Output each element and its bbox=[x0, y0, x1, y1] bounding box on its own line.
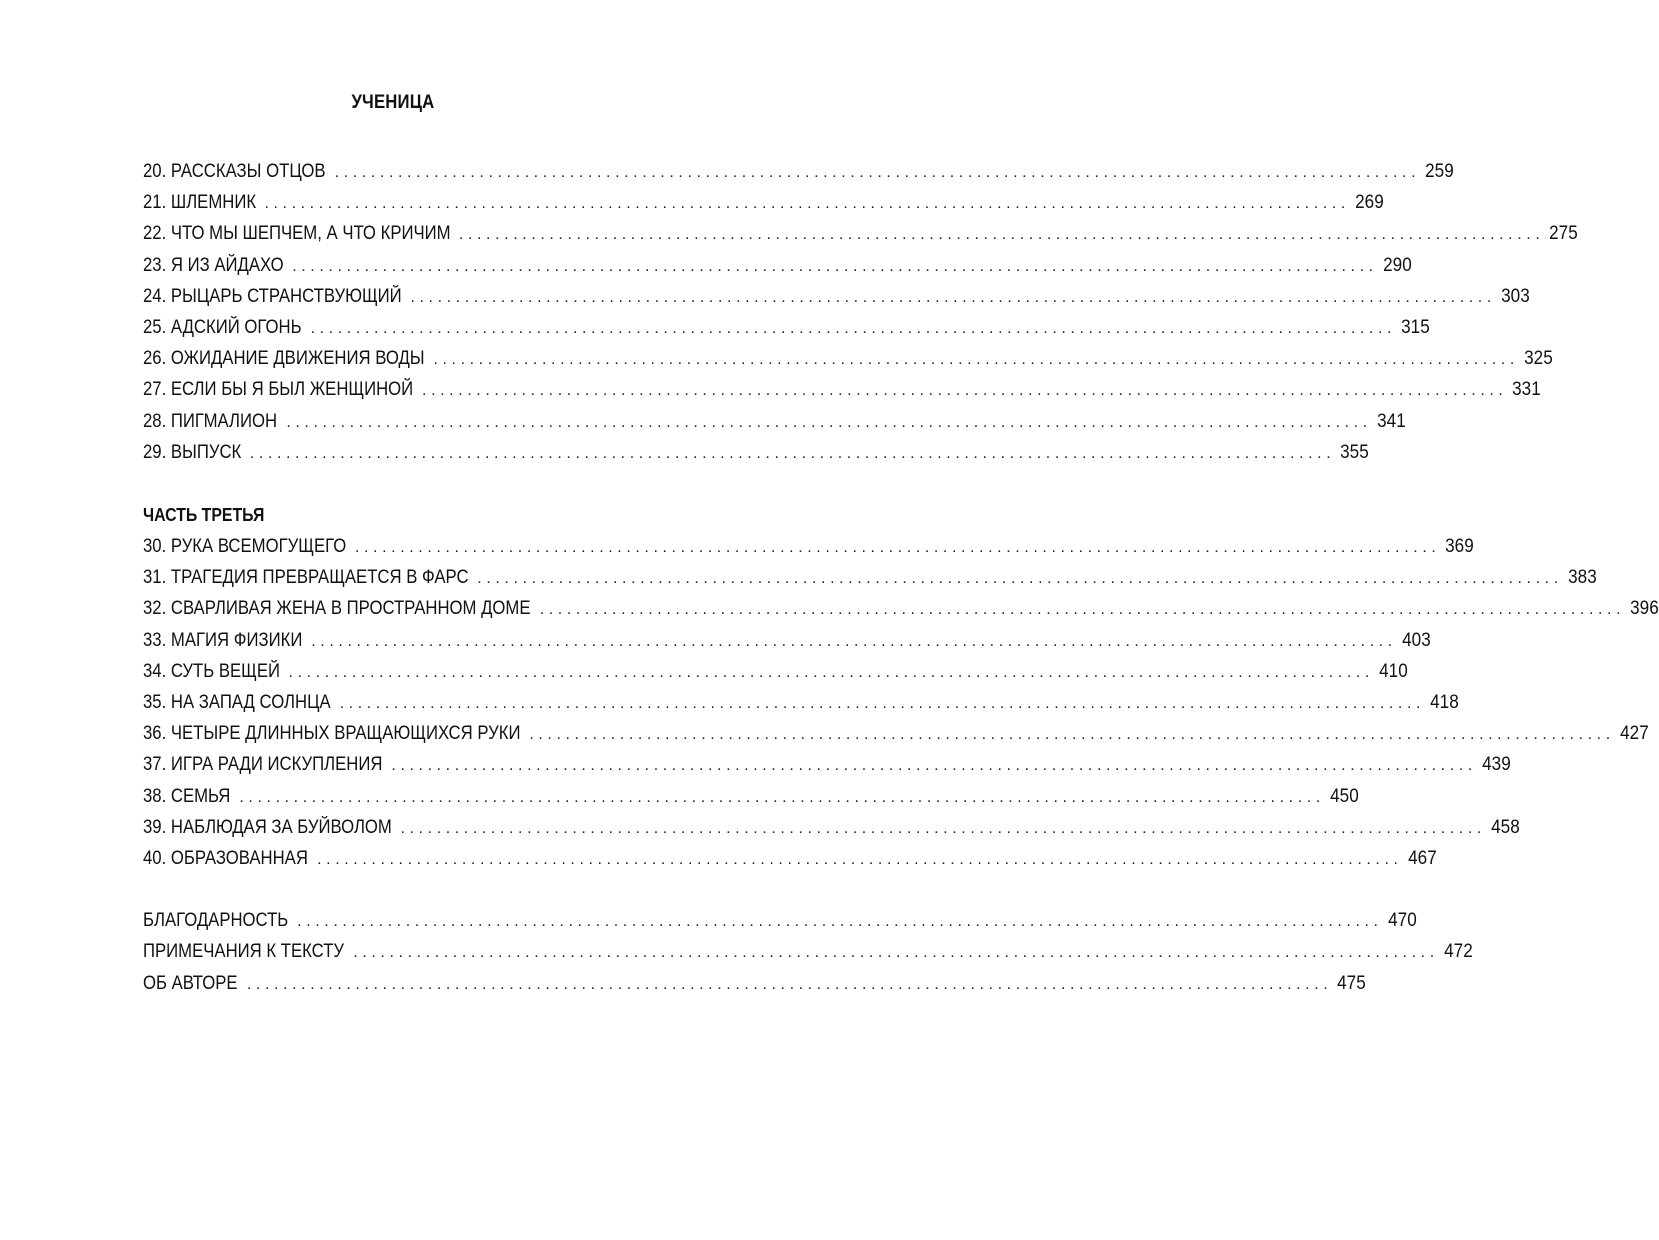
section-spacer bbox=[143, 468, 751, 500]
toc-entry-page-number: 458 bbox=[1491, 816, 1520, 838]
dot-leader: ........................................................................................................................ bbox=[353, 944, 1439, 962]
toc-entry-title: 27. ЕСЛИ БЫ Я БЫЛ ЖЕНЩИНОЙ bbox=[143, 379, 414, 401]
toc-entry-title: 29. ВЫПУСК bbox=[143, 441, 242, 463]
toc-entry-page-number: 269 bbox=[1355, 192, 1384, 214]
dot-leader: ........................................................................................................................ bbox=[297, 913, 1383, 931]
toc-entry-page-number: 418 bbox=[1430, 692, 1459, 713]
toc-entry-page-number: 315 bbox=[1401, 316, 1430, 338]
toc-entry-title: 28. ПИГМАЛИОН bbox=[143, 410, 278, 432]
dot-leader: ........................................................................................................................ bbox=[539, 601, 1626, 619]
dot-leader: ........................................................................................................................ bbox=[339, 695, 1426, 712]
toc-entry[interactable] bbox=[143, 812, 1520, 843]
section-spacer bbox=[143, 874, 751, 905]
section-heading-part3: ЧАСТЬ ТРЕТЬЯ bbox=[143, 504, 265, 525]
toc-entry[interactable] bbox=[143, 625, 1431, 656]
part2-list bbox=[143, 156, 1579, 468]
dot-leader: ........................................................................................................................ bbox=[311, 632, 1397, 650]
dot-leader: ........................................................................................................................ bbox=[264, 195, 1350, 213]
toc-entry[interactable] bbox=[143, 250, 1412, 281]
toc-entry-page-number: 427 bbox=[1619, 723, 1649, 745]
toc-entry-page-number: 355 bbox=[1340, 441, 1369, 463]
toc-entry[interactable] bbox=[143, 531, 1475, 562]
toc-entry-page-number: 470 bbox=[1387, 910, 1417, 932]
dot-leader: ........................................................................................................................ bbox=[310, 319, 1397, 337]
toc-entry-page-number: 475 bbox=[1337, 972, 1367, 994]
dot-leader: ........................................................................................................................ bbox=[334, 164, 1421, 181]
page-title: УЧЕНИЦА bbox=[351, 92, 435, 113]
toc-entry-title: 40. ОБРАЗОВАННАЯ bbox=[143, 847, 308, 869]
toc-entry-title: 30. РУКА ВСЕМОГУЩЕГО bbox=[143, 536, 347, 558]
toc-entry[interactable] bbox=[143, 687, 1459, 718]
toc-entry[interactable] bbox=[143, 406, 1406, 437]
part3-list bbox=[143, 531, 1659, 874]
toc-entry-page-number: 396 bbox=[1630, 598, 1659, 620]
table-of-contents bbox=[143, 156, 1659, 999]
dot-leader: ........................................................................................................................ bbox=[317, 850, 1403, 868]
toc-entry-page-number: 303 bbox=[1501, 285, 1530, 307]
toc-entry-title: 25. АДСКИЙ ОГОНЬ bbox=[143, 316, 302, 338]
dot-leader: ........................................................................................................................ bbox=[458, 226, 1545, 244]
toc-entry[interactable] bbox=[143, 374, 1542, 405]
toc-entry-page-number: 341 bbox=[1376, 410, 1406, 432]
toc-entry[interactable] bbox=[143, 156, 1454, 187]
toc-entry-page-number: 410 bbox=[1379, 660, 1408, 682]
toc-entry-title: ПРИМЕЧАНИЯ К ТЕКСТУ bbox=[143, 941, 345, 963]
toc-entry-page-number: 369 bbox=[1445, 536, 1475, 558]
toc-entry[interactable] bbox=[143, 312, 1430, 343]
dot-leader: ........................................................................................................................ bbox=[354, 539, 1441, 557]
toc-entry-title: БЛАГОДАРНОСТЬ bbox=[143, 910, 289, 932]
dot-leader: ........................................................................................................................ bbox=[292, 257, 1378, 275]
dot-leader: ........................................................................................................................ bbox=[249, 444, 1336, 462]
toc-entry[interactable] bbox=[143, 218, 1579, 249]
toc-entry[interactable] bbox=[143, 562, 1597, 593]
dot-leader: ........................................................................................................................ bbox=[410, 288, 1496, 306]
toc-entry[interactable] bbox=[143, 905, 1417, 936]
toc-entry-page-number: 259 bbox=[1425, 161, 1454, 182]
toc-entry[interactable] bbox=[143, 656, 1408, 687]
toc-entry-page-number: 403 bbox=[1401, 629, 1431, 651]
toc-entry-title: 37. ИГРА РАДИ ИСКУПЛЕНИЯ bbox=[143, 754, 383, 776]
toc-entry-title: 34. СУТЬ ВЕЩЕЙ bbox=[143, 660, 281, 682]
toc-entry-page-number: 439 bbox=[1482, 754, 1511, 776]
dot-leader: ........................................................................................................................ bbox=[288, 663, 1374, 681]
toc-entry[interactable] bbox=[143, 781, 1359, 812]
dot-leader: ........................................................................................................................ bbox=[286, 413, 1372, 431]
toc-entry[interactable] bbox=[143, 187, 1384, 218]
dot-leader: ........................................................................................................................ bbox=[422, 382, 1508, 400]
toc-entry[interactable] bbox=[143, 437, 1369, 468]
toc-entry[interactable] bbox=[143, 749, 1511, 780]
toc-entry[interactable] bbox=[143, 936, 1473, 967]
toc-entry-page-number: 383 bbox=[1567, 567, 1597, 589]
dot-leader: ........................................................................................................................ bbox=[477, 570, 1563, 588]
dot-leader: ........................................................................................................................ bbox=[529, 726, 1615, 744]
toc-entry-page-number: 331 bbox=[1512, 379, 1542, 401]
toc-entry-title: 31. ТРАГЕДИЯ ПРЕВРАЩАЕТСЯ В ФАРС bbox=[143, 567, 469, 589]
toc-entry-page-number: 472 bbox=[1443, 941, 1473, 963]
toc-entry-title: 24. РЫЦАРЬ СТРАНСТВУЮЩИЙ bbox=[143, 285, 402, 307]
toc-entry-page-number: 290 bbox=[1382, 254, 1412, 276]
dot-leader: ........................................................................................................................ bbox=[239, 788, 1325, 806]
toc-entry[interactable] bbox=[143, 593, 1659, 624]
toc-entry[interactable] bbox=[143, 718, 1649, 749]
toc-entry-title: 32. СВАРЛИВАЯ ЖЕНА В ПРОСТРАННОМ ДОМЕ bbox=[143, 598, 531, 620]
toc-entry-title: 39. НАБЛЮДАЯ ЗА БУЙВОЛОМ bbox=[143, 816, 392, 838]
toc-entry[interactable] bbox=[143, 843, 1437, 874]
toc-entry-title: 36. ЧЕТЫРЕ ДЛИННЫХ ВРАЩАЮЩИХСЯ РУКИ bbox=[143, 723, 521, 745]
back-matter-list bbox=[143, 905, 1473, 999]
toc-entry-title: ОБ АВТОРЕ bbox=[143, 972, 238, 994]
dot-leader: ........................................................................................................................ bbox=[391, 757, 1477, 775]
toc-entry[interactable] bbox=[143, 343, 1553, 374]
toc-entry-title: 33. МАГИЯ ФИЗИКИ bbox=[143, 629, 303, 651]
toc-entry-title: 38. СЕМЬЯ bbox=[143, 785, 231, 807]
toc-entry-title: 22. ЧТО МЫ ШЕПЧЕМ, А ЧТО КРИЧИМ bbox=[143, 223, 451, 245]
toc-entry[interactable] bbox=[143, 968, 1367, 999]
dot-leader: ........................................................................................................................ bbox=[400, 819, 1486, 837]
dot-leader: ........................................................................................................................ bbox=[246, 975, 1333, 993]
toc-entry-title: 21. ШЛЕМНИК bbox=[143, 192, 257, 214]
dot-leader: ........................................................................................................................ bbox=[433, 351, 1519, 369]
toc-entry-title: 20. РАССКАЗЫ ОТЦОВ bbox=[143, 161, 326, 182]
toc-entry-page-number: 450 bbox=[1329, 785, 1359, 807]
toc-entry[interactable] bbox=[143, 281, 1530, 312]
toc-entry-title: 35. НА ЗАПАД СОЛНЦА bbox=[143, 692, 331, 713]
toc-entry-page-number: 275 bbox=[1549, 223, 1579, 245]
toc-entry-title: 23. Я ИЗ АЙДАХО bbox=[143, 254, 284, 276]
toc-entry-page-number: 467 bbox=[1407, 847, 1437, 869]
toc-entry-title: 26. ОЖИДАНИЕ ДВИЖЕНИЯ ВОДЫ bbox=[143, 348, 425, 370]
toc-entry-page-number: 325 bbox=[1524, 348, 1553, 370]
